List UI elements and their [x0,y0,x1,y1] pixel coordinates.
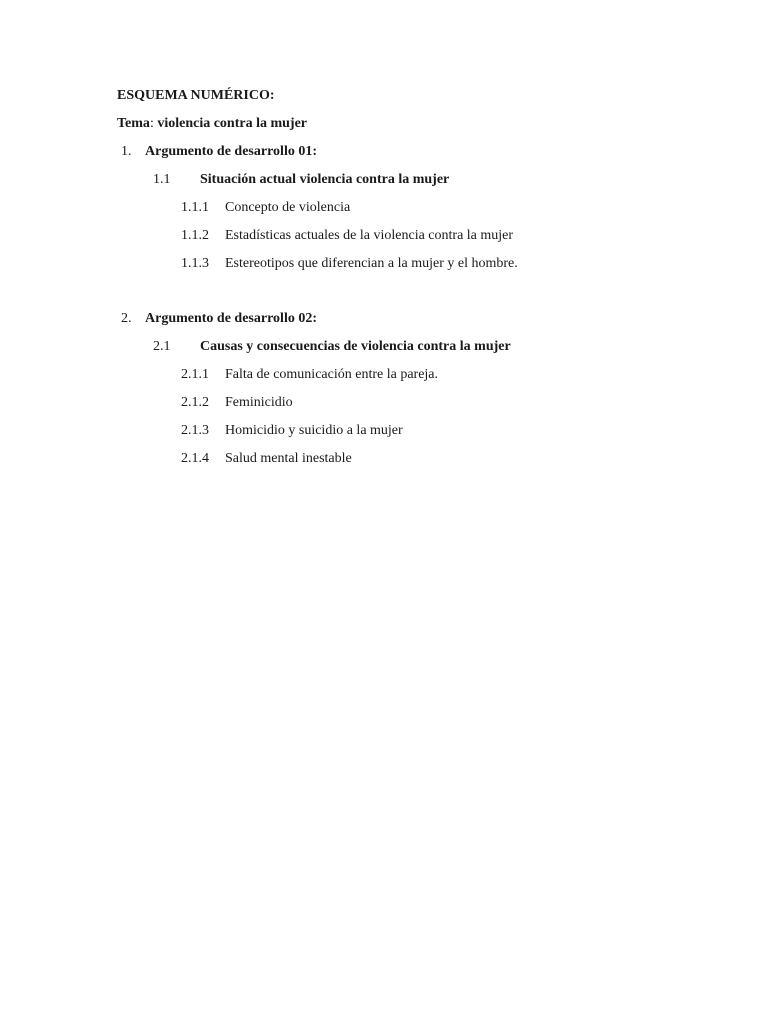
tema-text: violencia contra la mujer [157,116,308,131]
item-1-1-1-number: 1.1.1 [181,200,209,215]
item-2-1-4-text: Salud mental inestable [225,451,352,466]
section-1-title: Argumento de desarrollo 01: [145,144,317,159]
item-2-1-1-text: Falta de comunicación entre la pareja. [225,367,439,382]
section-1-number: 1. [121,144,132,159]
item-1-1-2-text: Estadísticas actuales de la violencia contra la mujer [225,228,514,243]
tema-label: Tema [117,116,150,131]
section-2-number: 2. [121,311,132,326]
section-2-title: Argumento de desarrollo 02: [145,311,317,326]
item-2-1-3-text: Homicidio y suicidio a la mujer [225,423,403,438]
subsection-2-1-title: Causas y consecuencias de violencia contra la mujer [200,339,511,354]
item-2-1-1-number: 2.1.1 [181,367,209,382]
tema-separator: : [149,116,154,131]
item-1-1-1-text: Concepto de violencia [225,200,351,215]
tema-line [117,115,307,133]
item-1-1-3-text: Estereotipos que diferencian a la mujer y el hombre. [225,256,518,271]
item-2-1-2-number: 2.1.2 [181,395,209,410]
subsection-1-1-title: Situación actual violencia contra la mujer [200,172,450,187]
subsection-1-1-number: 1.1 [153,172,171,187]
item-1-1-3-number: 1.1.3 [181,256,209,271]
item-2-1-3-number: 2.1.3 [181,423,209,438]
subsection-2-1-number: 2.1 [153,339,171,354]
item-2-1-4-number: 2.1.4 [181,451,209,466]
item-2-1-2-text: Feminicidio [225,395,293,410]
document-heading: ESQUEMA NUMÉRICO: [117,88,275,103]
item-1-1-2-number: 1.1.2 [181,228,209,243]
